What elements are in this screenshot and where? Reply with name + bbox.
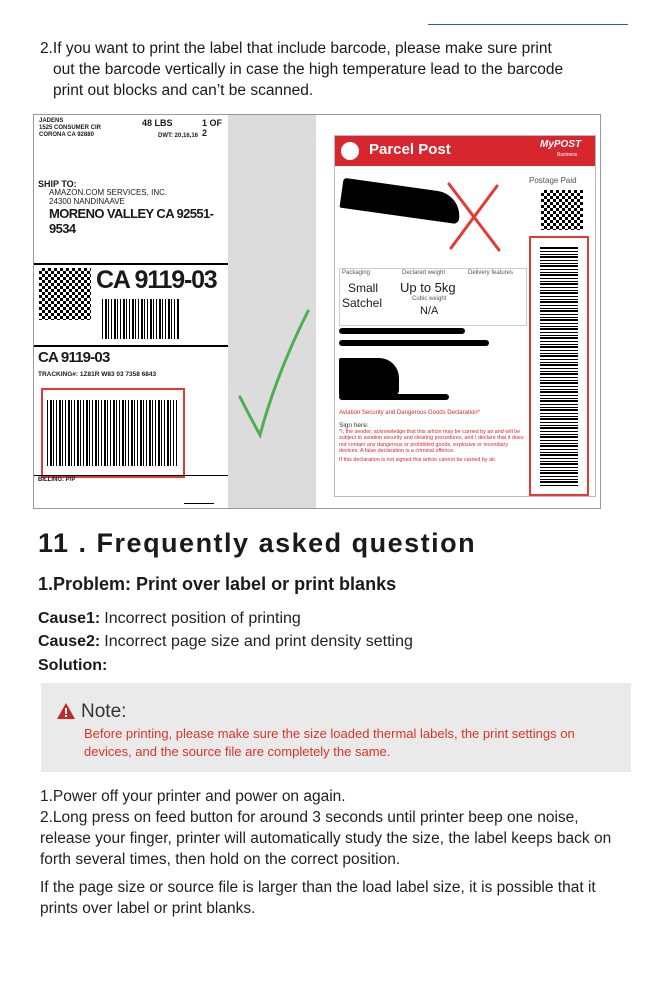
vertical-barcode bbox=[540, 246, 578, 486]
note-header bbox=[57, 701, 126, 725]
intro-line: 2.If you want to print the label that include barcode, please make sure print bbox=[40, 40, 552, 57]
checkmark-icon bbox=[234, 305, 314, 445]
warning-icon bbox=[57, 703, 75, 725]
header-rule bbox=[428, 24, 628, 25]
packaging-value: Small bbox=[348, 281, 379, 295]
redaction-block bbox=[339, 358, 399, 396]
check-stroke bbox=[240, 311, 308, 435]
cause-1-text: Incorrect position of printing bbox=[104, 610, 301, 627]
step-2: 2.Long press on feed button for around 3 seconds until printer beep one noise, release your finger, printer will automatically study the size, the label keeps back on forth several times, then hold on the correct position. bbox=[40, 809, 612, 868]
cause-1 bbox=[38, 610, 301, 628]
mypost-logo: MyPOST bbox=[540, 139, 582, 150]
billing: BILLING: P/P bbox=[38, 477, 76, 483]
sender-address: JADENS 1525 CONSUMER CIR CORONA CA 92880 bbox=[39, 118, 102, 138]
delivery-features-label: Delivery features bbox=[468, 270, 514, 276]
cubic-weight-label: Cubic weight bbox=[412, 296, 447, 302]
postage-paid: Postage Paid bbox=[529, 176, 577, 185]
cause-2-label: Cause2: bbox=[38, 633, 101, 650]
weight: 48 LBS bbox=[142, 118, 173, 128]
redaction-bar bbox=[339, 340, 489, 346]
divider bbox=[34, 475, 228, 476]
note-body: Before printing, please make sure the size loaded thermal labels, the print settings on devices, and the source file are completely the same. bbox=[84, 726, 575, 759]
security-declaration bbox=[339, 410, 527, 494]
ship-to-label: SHIP TO: bbox=[38, 179, 77, 189]
cause-2-text: Incorrect page size and print density setting bbox=[104, 633, 413, 650]
solution-steps bbox=[40, 786, 630, 870]
closing-paragraph: If the page size or source file is larger than the load label size, it is possible that it prints over label or print blanks. bbox=[40, 879, 596, 917]
dwt: DWT: 20,16,16 bbox=[158, 133, 199, 139]
solution-label: Solution: bbox=[38, 657, 108, 674]
declared-weight-label: Declared weight bbox=[402, 270, 446, 276]
packaging-value: Satchel bbox=[342, 296, 383, 310]
step-1: 1.Power off your printer and power on again. bbox=[40, 788, 346, 805]
declaration-text: *I, the sender, acknowledge that this article may be carried by air and will be subject to aviation security and clearing procedures, and I declare that it does not contain any dangerous or prohibited goods, explosive or incendiary devices. A false declaration is a criminal offence. bbox=[339, 429, 524, 455]
intro-paragraph bbox=[40, 38, 630, 101]
postage-qr bbox=[541, 190, 583, 230]
post-logo-icon bbox=[341, 142, 359, 160]
divider bbox=[184, 503, 214, 504]
note-title: Note: bbox=[81, 701, 127, 722]
problem-heading: 1.Problem: Print over label or print blanks bbox=[38, 574, 397, 594]
sign-here: Sign here: bbox=[339, 422, 369, 429]
shipping-label-correct bbox=[34, 115, 229, 508]
parcel-post-header bbox=[335, 136, 595, 166]
tracking-barcode bbox=[47, 400, 177, 466]
packaging-label: Packaging bbox=[342, 270, 371, 276]
redaction-bar bbox=[339, 328, 465, 334]
route-code-small: CA 9119-03 bbox=[38, 349, 110, 366]
cause-2 bbox=[38, 633, 413, 651]
barcode-highlight bbox=[41, 388, 185, 478]
cross-stroke bbox=[449, 184, 499, 250]
barcode-highlight bbox=[529, 236, 589, 496]
label-comparison-figure bbox=[33, 114, 601, 509]
intro-line: print out blocks and can’t be scanned. bbox=[53, 82, 314, 99]
maxicode bbox=[39, 268, 91, 320]
cross-icon bbox=[443, 180, 505, 254]
redaction-bar bbox=[339, 394, 449, 400]
tracking-number: TRACKING#: 1Z81R W83 03 7358 6843 bbox=[38, 371, 157, 378]
cause-1-label: Cause1: bbox=[38, 610, 101, 627]
parcel-post-label-wrong bbox=[334, 135, 596, 497]
declared-weight-value: Up to 5kg bbox=[400, 280, 456, 295]
recipient-address: AMAZON.COM SERVICES, INC. 24300 NANDINAAVE bbox=[49, 188, 168, 206]
security-title: Aviation Security and Dangerous Goods Declaration* bbox=[339, 410, 480, 416]
declaration-footer: If this declaration is not signed this article cannot be carried by air. bbox=[339, 456, 497, 463]
route-barcode bbox=[102, 299, 180, 339]
parcel-post-brand: Parcel Post bbox=[369, 141, 451, 158]
mypost-logo-sub: Business bbox=[557, 152, 578, 158]
package-count: 1 OF 2 bbox=[202, 118, 223, 138]
divider bbox=[34, 345, 228, 347]
details-table bbox=[339, 268, 527, 326]
divider bbox=[34, 263, 228, 265]
section-title: 11 . Frequently asked question bbox=[38, 528, 477, 558]
route-code: CA 9119-03 bbox=[96, 266, 217, 294]
recipient-city: MORENO VALLEY CA 92551-9534 bbox=[49, 206, 214, 236]
note-box bbox=[41, 683, 631, 772]
cubic-weight-value: N/A bbox=[420, 305, 439, 317]
intro-line: out the barcode vertically in case the high temperature lead to the barcode bbox=[53, 61, 564, 78]
